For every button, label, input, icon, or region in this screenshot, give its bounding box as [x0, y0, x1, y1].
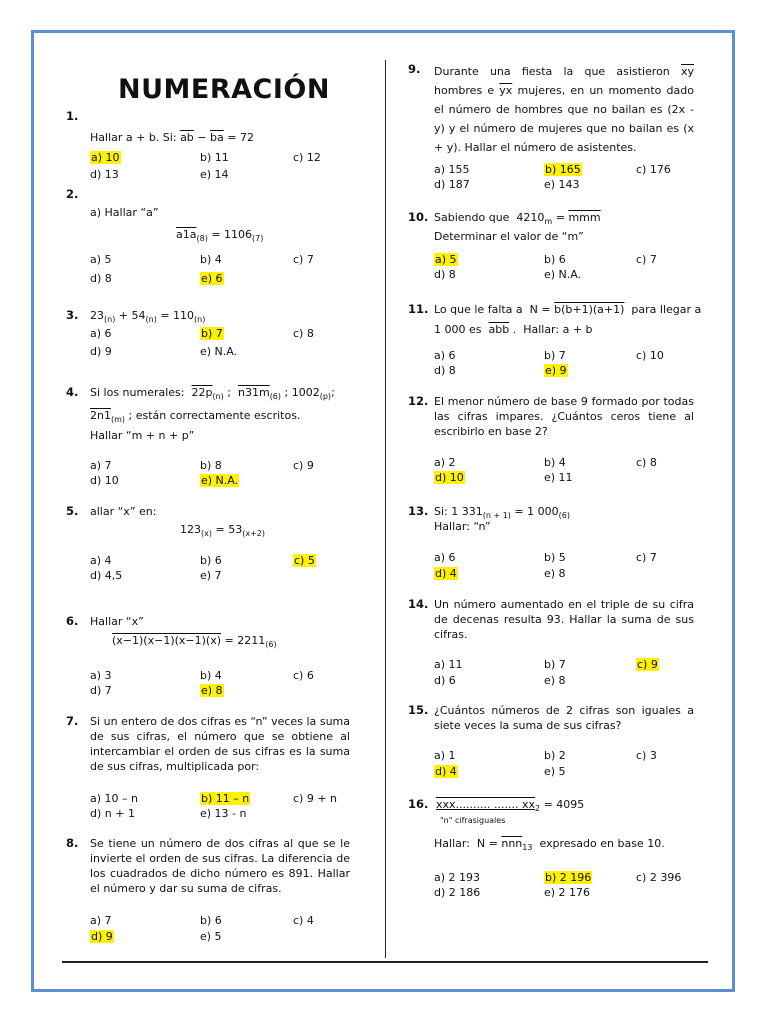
q10-number: 10.: [408, 210, 429, 224]
q8-option-d[interactable]: d) 9: [91, 930, 113, 943]
q3-statement: $23_{(n)} + 54_{(n)} = 110_{(n)}$: [90, 309, 206, 324]
q10-option-a[interactable]: a) 5: [435, 253, 457, 266]
q10-line-1: Sabiendo que $4210_m = \overline{mmm}$: [434, 211, 601, 226]
q12-option-b[interactable]: b) 4: [544, 456, 566, 469]
page-title: NUMERACIÓN: [118, 74, 330, 105]
q1-option-c[interactable]: c) 12: [293, 151, 321, 164]
q14-option-e[interactable]: e) 8: [544, 674, 566, 687]
q7-number: 7.: [66, 714, 79, 728]
q2-option-b[interactable]: b) 4: [200, 253, 222, 266]
q9-number: 9.: [408, 62, 421, 76]
q2-option-e[interactable]: e) 6: [201, 272, 223, 285]
q12-statement: El menor número de base 9 formado por todas las cifras impares. ¿Cuántos ceros tiene al escribirlo en base 2?: [434, 395, 694, 438]
q5-option-b[interactable]: b) 6: [200, 554, 222, 567]
q13-option-b[interactable]: b) 5: [544, 551, 566, 564]
q9-option-a[interactable]: a) 155: [434, 163, 470, 176]
q14-option-a[interactable]: a) 11: [434, 658, 463, 671]
q7-option-e[interactable]: e) 13 - n: [200, 807, 247, 820]
q1-option-a[interactable]: a) 10: [91, 151, 120, 164]
q5-option-d[interactable]: d) 4,5: [90, 569, 123, 582]
q14-option-d[interactable]: d) 6: [434, 674, 456, 687]
q11-option-c[interactable]: c) 10: [636, 349, 664, 362]
q2-option-c[interactable]: c) 7: [293, 253, 314, 266]
q13-option-a[interactable]: a) 6: [434, 551, 456, 564]
q5-equation: $123_{(x)} = 53_{(x+2)}$: [180, 523, 265, 538]
q10-line-2: Determinar el valor de “m”: [434, 230, 584, 243]
q12-option-a[interactable]: a) 2: [434, 456, 456, 469]
q16-option-b[interactable]: b) 2 196: [545, 871, 592, 884]
q10-option-b[interactable]: b) 6: [544, 253, 566, 266]
q3-option-a[interactable]: a) 6: [90, 327, 112, 340]
q14-option-c[interactable]: c) 9: [637, 658, 658, 671]
q8-option-a[interactable]: a) 7: [90, 914, 112, 927]
q4-option-b[interactable]: b) 8: [200, 459, 222, 472]
footer-rule: [62, 961, 708, 963]
q9-option-b[interactable]: b) 165: [545, 163, 581, 176]
q11-option-e[interactable]: e) 9: [545, 364, 567, 377]
q3-option-d[interactable]: d) 9: [90, 345, 112, 358]
q3-option-b[interactable]: b) 7: [201, 327, 223, 340]
q15-option-c[interactable]: c) 3: [636, 749, 657, 762]
q6-option-b[interactable]: b) 4: [200, 669, 222, 682]
q16-option-d[interactable]: d) 2 186: [434, 886, 481, 899]
q14-option-b[interactable]: b) 7: [544, 658, 566, 671]
q15-option-d[interactable]: d) 4: [435, 765, 457, 778]
q8-statement: Se tiene un número de dos cifras al que se le invierte el orden de sus cifras. La diferencia de los cuadrados de dicho número es 891. Hallar el número y dar su suma de cifras.: [90, 837, 350, 895]
q16-option-e[interactable]: e) 2 176: [544, 886, 591, 899]
q12-option-d[interactable]: d) 10: [435, 471, 464, 484]
q16-underbrace-label: "n" cifrasiguales: [440, 816, 506, 825]
q10-option-e[interactable]: e) N.A.: [544, 268, 582, 281]
q13-option-e[interactable]: e) 8: [544, 567, 566, 580]
q2-equation: $a1a_{(8)} = 1106_{(7)}$: [176, 228, 264, 243]
q6-option-d[interactable]: d) 7: [90, 684, 112, 697]
q4-line-3: Hallar “m + n + p”: [90, 429, 195, 442]
q4-option-d[interactable]: d) 10: [90, 474, 119, 487]
q8-option-c[interactable]: c) 4: [293, 914, 314, 927]
q8-option-b[interactable]: b) 6: [200, 914, 222, 927]
q4-option-a[interactable]: a) 7: [90, 459, 112, 472]
q11-option-a[interactable]: a) 6: [434, 349, 456, 362]
q11-number: 11.: [408, 302, 429, 316]
q5-option-c[interactable]: c) 5: [294, 554, 315, 567]
q1-option-e[interactable]: e) 14: [200, 168, 229, 181]
q11-line-1: Lo que le falta a N = b(b+1)(a+1) para llegar a: [434, 303, 702, 316]
q6-statement: Hallar “x”: [90, 615, 144, 628]
q2-option-d[interactable]: d) 8: [90, 272, 112, 285]
q7-option-a[interactable]: a) 10 – n: [90, 792, 138, 805]
q6-number: 6.: [66, 614, 79, 628]
q10-option-d[interactable]: d) 8: [434, 268, 456, 281]
q4-line-1: Si los numerales: $22p_{(n)}$ ; $n31m_{(6)}$ ; $1002_{(p)}$;: [90, 386, 335, 401]
q15-option-e[interactable]: e) 5: [544, 765, 566, 778]
q11-option-d[interactable]: d) 8: [434, 364, 456, 377]
q7-option-b[interactable]: b) 11 – n: [201, 792, 250, 805]
q15-option-b[interactable]: b) 2: [544, 749, 566, 762]
q3-option-e[interactable]: e) N.A.: [200, 345, 238, 358]
q14-statement: Un número aumentado en el triple de su cifra de decenas resulta 93. Hallar la suma de sus cifras.: [434, 598, 694, 641]
q2-option-a[interactable]: a) 5: [90, 253, 112, 266]
q6-option-a[interactable]: a) 3: [90, 669, 112, 682]
q13-line-1: Si: 1 $331_{(n + 1)} = 1$ $000_{(6)}$: [434, 505, 570, 520]
q1-number: 1.: [66, 109, 79, 123]
q13-option-d[interactable]: d) 4: [435, 567, 457, 580]
q6-option-e[interactable]: e) 8: [201, 684, 223, 697]
q5-option-e[interactable]: e) 7: [200, 569, 222, 582]
q10-option-c[interactable]: c) 7: [636, 253, 657, 266]
q11-line-2: 1 000 es $\overline{abb}$ . Hallar: a + b: [434, 323, 593, 336]
q7-option-c[interactable]: c) 9 + n: [293, 792, 338, 805]
q11-option-b[interactable]: b) 7: [544, 349, 566, 362]
q12-option-c[interactable]: c) 8: [636, 456, 657, 469]
q12-option-e[interactable]: e) 11: [544, 471, 573, 484]
q7-option-d[interactable]: d) n + 1: [90, 807, 135, 820]
q5-number: 5.: [66, 504, 79, 518]
q1-option-b[interactable]: b) 11: [200, 151, 229, 164]
q2-statement: a) Hallar “a”: [90, 206, 159, 219]
q7-statement: Si un entero de dos cifras es “n” veces la suma de sus cifras, el número que se obtiene al intercambiar el orden de sus cifras es la suma de sus cifras, multiplicada por:: [90, 715, 350, 773]
q8-option-e[interactable]: e) 5: [200, 930, 222, 943]
q4-option-c[interactable]: c) 9: [293, 459, 314, 472]
q3-number: 3.: [66, 308, 79, 322]
q4-line-2: $2n1_{(m)}$ ; están correctamente escritos.: [90, 409, 301, 424]
q12-number: 12.: [408, 394, 429, 408]
q1-statement: Hallar a + b. Si: $\overline{ab} - \overline{ba} = 72$: [90, 131, 254, 144]
q15-number: 15.: [408, 703, 429, 717]
column-divider: [385, 60, 386, 958]
q6-equation: $(x-1)(x-1)(x-1)(x) = 2211_{(6)}$: [112, 634, 277, 649]
q16-option-a[interactable]: a) 2 193: [434, 871, 481, 884]
q13-line-2: Hallar: “n”: [434, 520, 491, 533]
q9-statement: Durante una fiesta la que asistieron $\overline{xy}$ hombres e $\overline{yx}$ mujeres, en un momento dado el número de hombres que no bailan es (2x - y) y el número de mujeres que no bailan es (x + y). Hallar el número de asistentes.: [434, 65, 694, 154]
q6-option-c[interactable]: c) 6: [293, 669, 314, 682]
q15-option-a[interactable]: a) 1: [434, 749, 456, 762]
q4-number: 4.: [66, 385, 79, 399]
q9-option-e[interactable]: e) 143: [544, 178, 580, 191]
q4-option-e[interactable]: e) N.A.: [201, 474, 239, 487]
q1-option-d[interactable]: d) 13: [90, 168, 119, 181]
q16-number: 16.: [408, 797, 429, 811]
q3-option-c[interactable]: c) 8: [293, 327, 314, 340]
q5-option-a[interactable]: a) 4: [90, 554, 112, 567]
q16-option-c[interactable]: c) 2 396: [636, 871, 682, 884]
q9-option-c[interactable]: c) 176: [636, 163, 671, 176]
q5-statement: allar “x” en:: [90, 505, 157, 518]
q8-number: 8.: [66, 836, 79, 850]
q2-number: 2.: [66, 187, 79, 201]
q16-line-3: Hallar: $N = \overline{nnn}_{13}$ expresado en base 10.: [434, 837, 665, 852]
q13-number: 13.: [408, 504, 429, 518]
q13-option-c[interactable]: c) 7: [636, 551, 657, 564]
q9-option-d[interactable]: d) 187: [434, 178, 470, 191]
q15-statement: ¿Cuántos números de 2 cifras son iguales a siete veces la suma de sus cifras?: [434, 704, 694, 732]
q14-number: 14.: [408, 597, 429, 611]
q16-equation: xxx.......... ....... $xx_2 = 4095$: [436, 798, 585, 813]
